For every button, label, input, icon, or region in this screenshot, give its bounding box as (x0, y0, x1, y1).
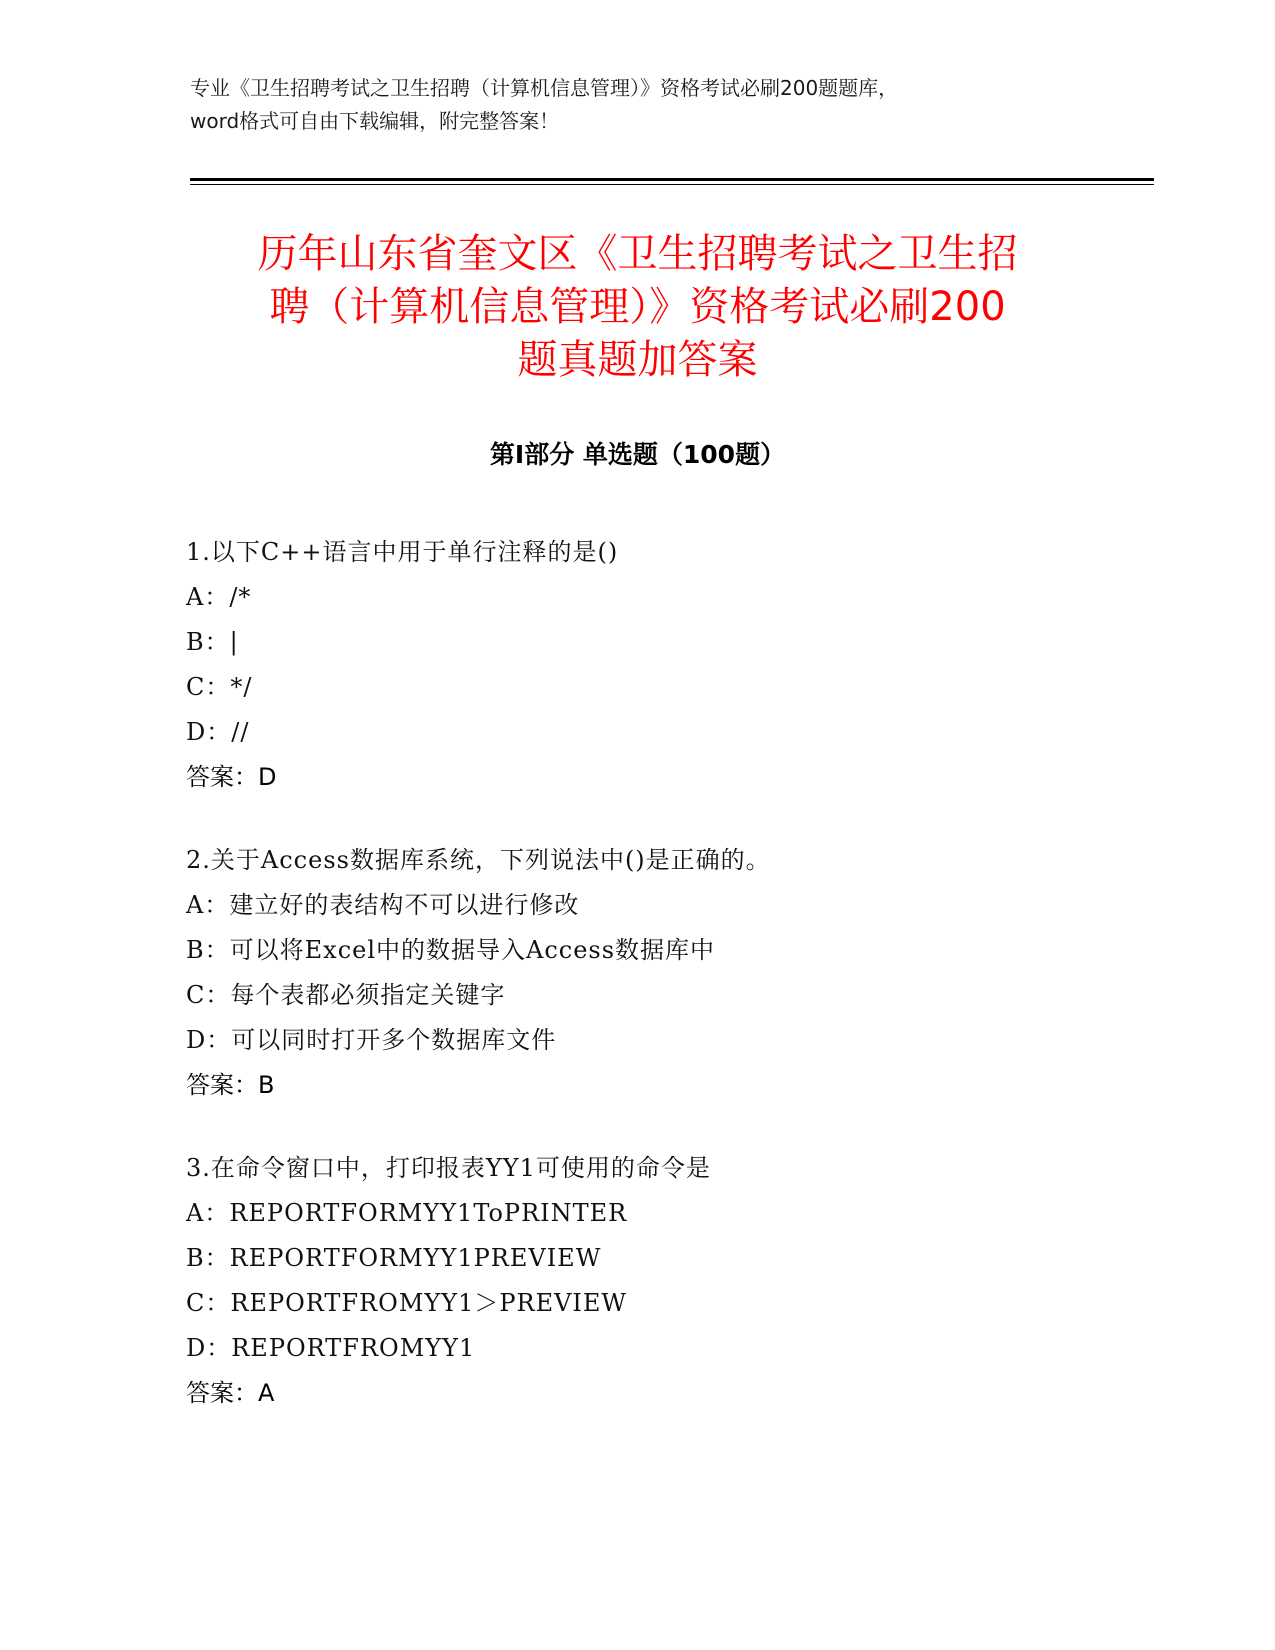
document-title-line-3: 题真题加答案 (517, 337, 758, 383)
option-b: B：| (186, 628, 239, 656)
option-d: D：// (186, 718, 250, 746)
option-c: C：*/ (186, 673, 253, 701)
document-title-line-2: 聘（计算机信息管理）》资格考试必刷200 (269, 284, 1006, 330)
option-d: D：REPORTFROMYY1 (186, 1334, 476, 1362)
option-c: C：每个表都必须指定关键字 (186, 981, 506, 1009)
section-title: 第Ⅰ部分 单选题（100题） (489, 440, 786, 469)
header-note-line-1: 专业《卫生招聘考试之卫生招聘（计算机信息管理）》资格考试必刷200题题库， (190, 76, 899, 100)
option-b: B：REPORTFORMYY1PREVIEW (186, 1244, 602, 1272)
question-stem: 1.以下C++语言中用于单行注释的是() (186, 538, 619, 566)
option-b: B：可以将Excel中的数据导入Access数据库中 (186, 936, 716, 964)
header-divider-thick (190, 178, 1154, 181)
document-title-line-1: 历年山东省奎文区《卫生招聘考试之卫生招 (257, 231, 1018, 277)
option-c: C：REPORTFROMYY1＞PREVIEW (186, 1289, 628, 1317)
document-title (160, 228, 1115, 387)
question-1 (186, 530, 1186, 800)
question-list (186, 530, 1186, 1454)
question-3 (186, 1146, 1186, 1416)
question-stem: 2.关于Access数据库系统，下列说法中()是正确的。 (186, 846, 771, 874)
header-note (190, 72, 1090, 138)
option-a: A：/* (186, 583, 252, 611)
header-divider-thin (190, 184, 1154, 185)
answer: 答案：A (186, 1379, 275, 1407)
answer: 答案：B (186, 1071, 275, 1099)
question-2 (186, 838, 1186, 1108)
header-note-line-2: word格式可自由下载编辑，附完整答案！ (190, 109, 560, 133)
question-stem: 3.在命令窗口中，打印报表YY1可使用的命令是 (186, 1154, 711, 1182)
answer: 答案：D (186, 763, 277, 791)
option-d: D：可以同时打开多个数据库文件 (186, 1026, 557, 1054)
option-a: A：REPORTFORMYY1ToPRINTER (186, 1199, 628, 1227)
option-a: A：建立好的表结构不可以进行修改 (186, 891, 580, 919)
